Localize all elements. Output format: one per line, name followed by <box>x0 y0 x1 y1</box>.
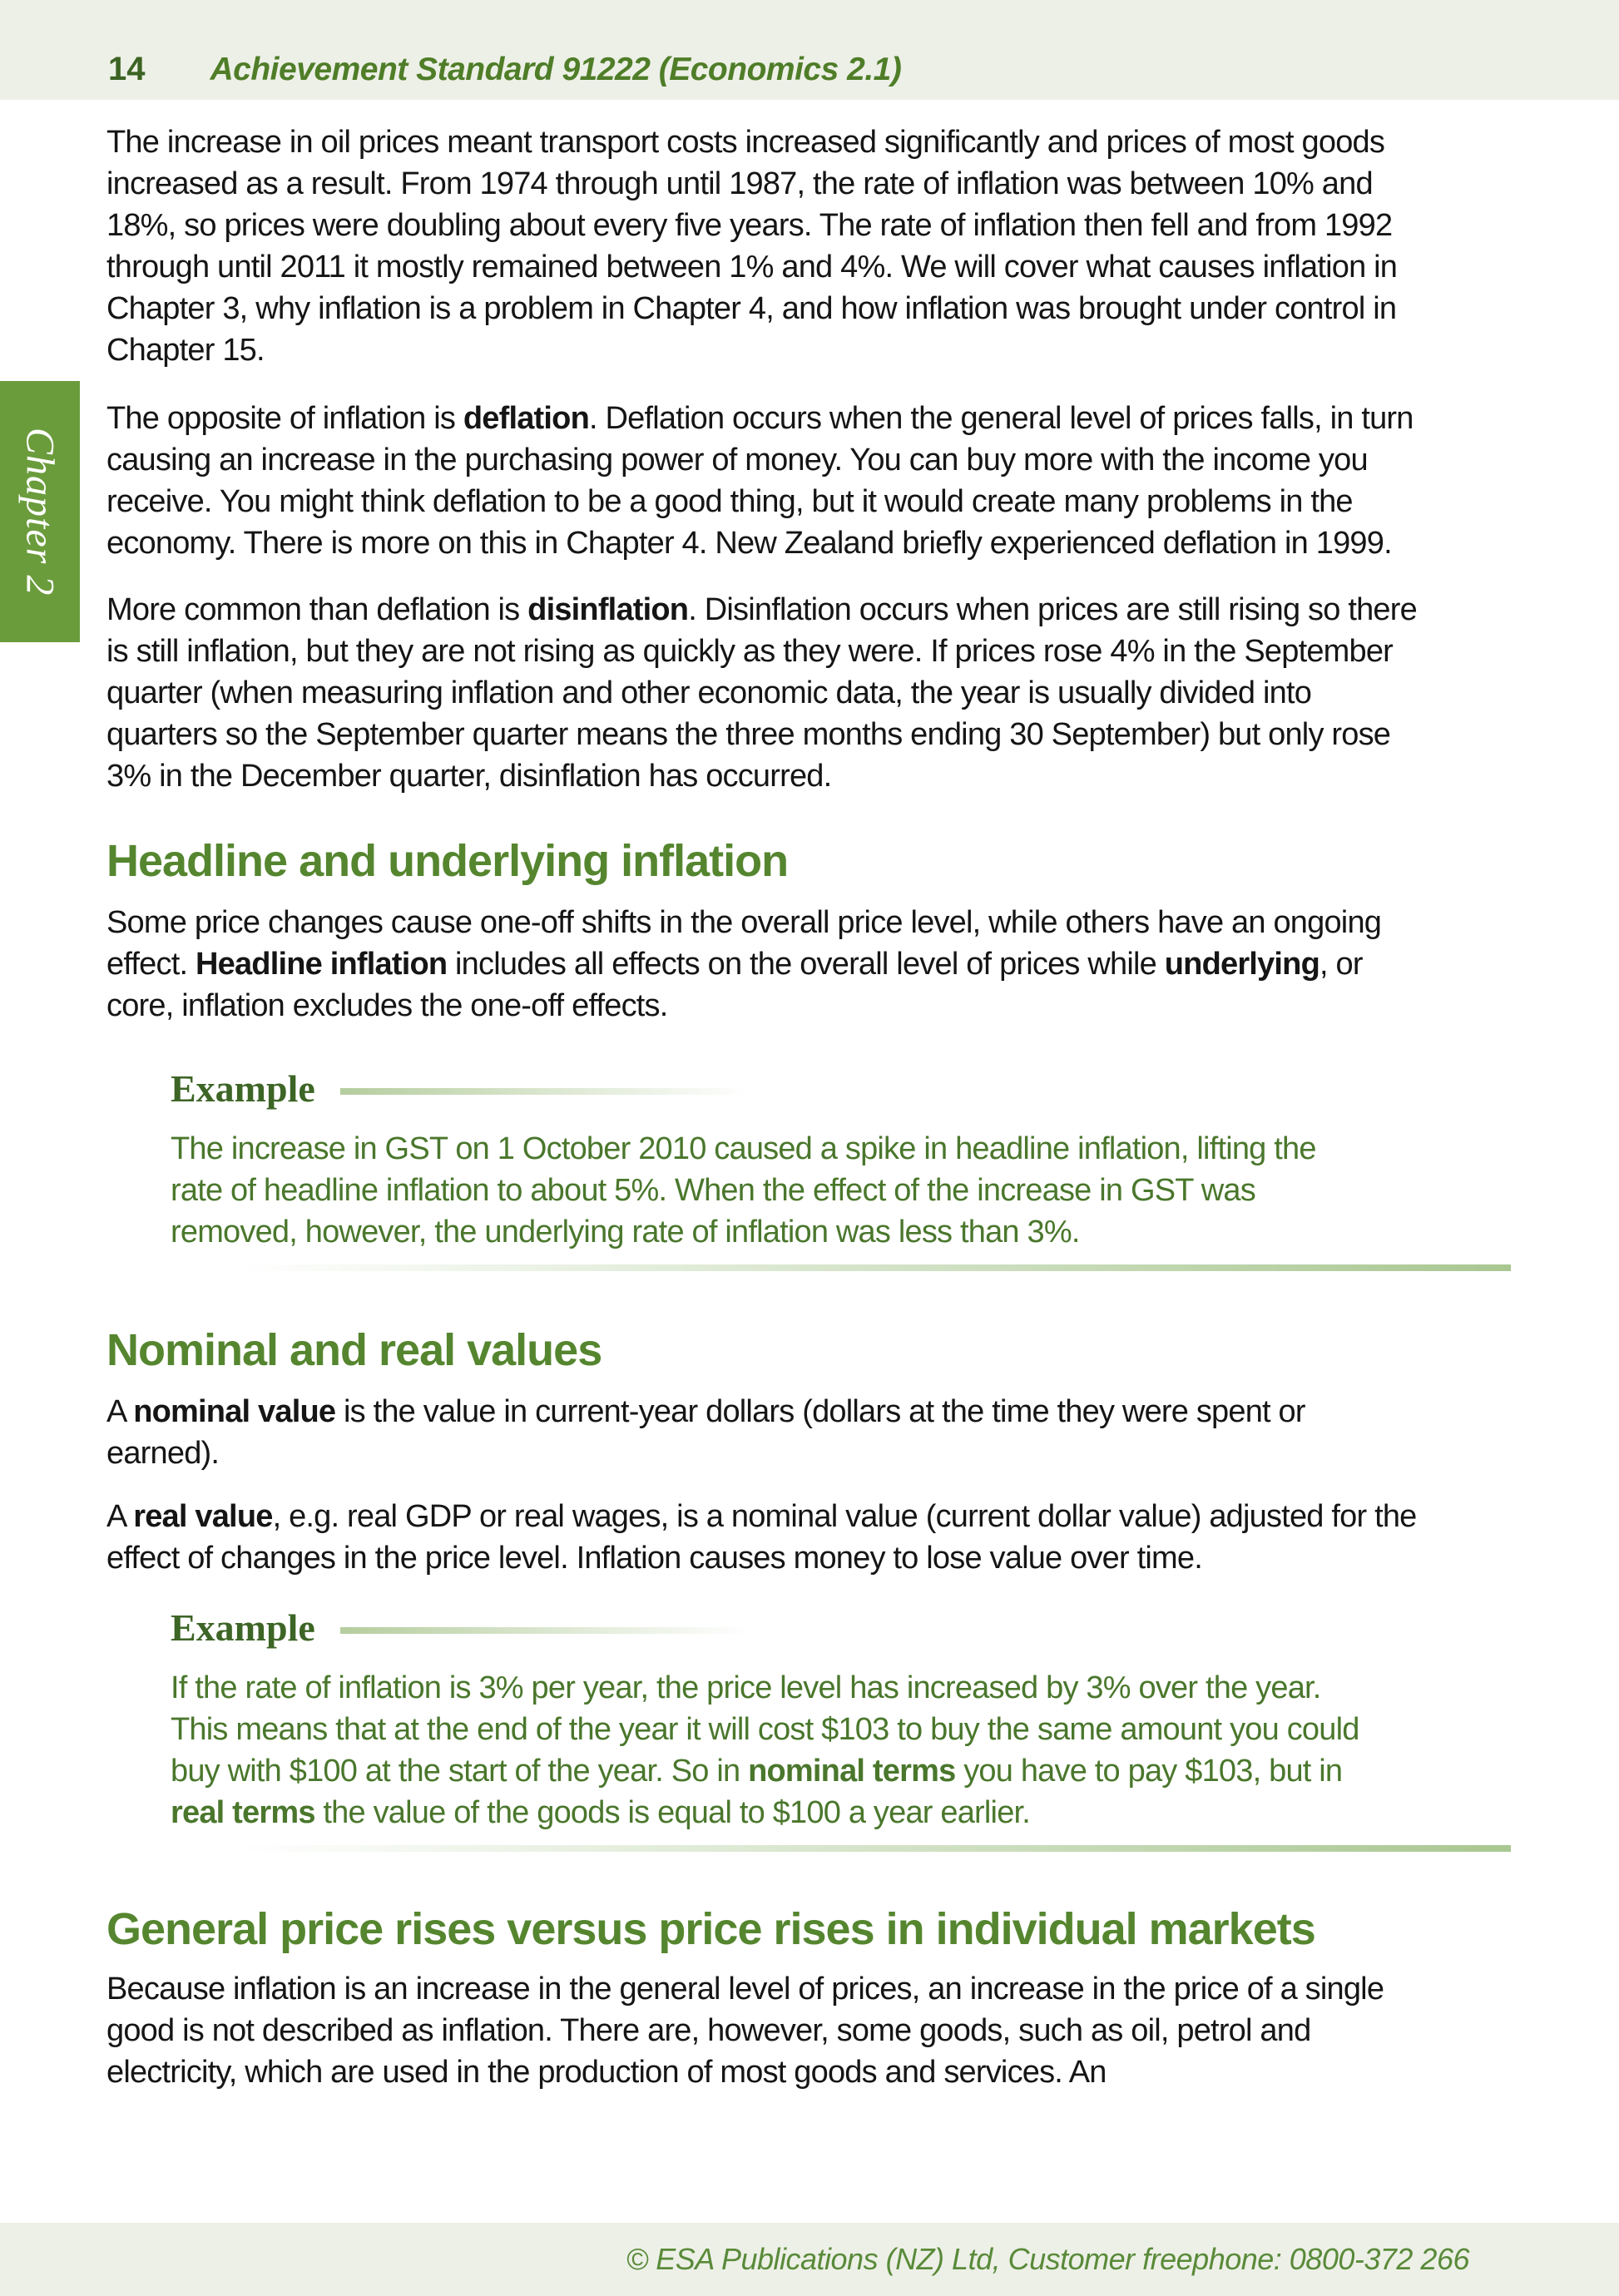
example-title-rule <box>340 1088 748 1095</box>
example-header <box>171 1607 1511 1649</box>
example-title: Example <box>171 1606 315 1649</box>
header-title: Achievement Standard 91222 (Economics 2.1) <box>210 52 902 87</box>
example-text-gst: The increase in GST on 1 October 2010 caused a spike in headline inflation, lifting the rate of headline inflation to about 5%. When the effect of the increase in GST was removed, however, the underlying rate of inflation was less than 3%. <box>171 1131 1316 1249</box>
page-number: 14 <box>108 51 146 87</box>
section-heading-general-price-rises: General price rises versus price rises in individual markets <box>106 1904 1315 1954</box>
paragraph-nominal-value: A nominal value is the value in current-year dollars (dollars at the time they were spent or earned). <box>106 1394 1305 1471</box>
example-title: Example <box>171 1067 315 1110</box>
paragraph-disinflation: More common than deflation is disinflation. Disinflation occurs when prices are still rising so there is still inflation, but they are not rising as quickly as they were. If prices rose 4% in the September quarter (when measuring inflation and other economic data, the year is usually divided into quarters so the September quarter means the three months ending 30 September) but only rose 3% in the December quarter, disinflation has occurred. <box>106 592 1417 794</box>
section-heading-headline-inflation: Headline and underlying inflation <box>106 836 789 886</box>
paragraph-real-value: A real value, e.g. real GDP or real wages, is a nominal value (current dollar value) adjusted for the effect of changes in the price level. Inflation causes money to lose value over time. <box>106 1499 1417 1576</box>
example-box-inflation-rate <box>171 1607 1511 1852</box>
page-footer <box>0 2223 1619 2296</box>
example-bottom-rule <box>241 1845 1511 1852</box>
page-content <box>0 121 1619 2093</box>
example-text-inflation-rate: If the rate of inflation is 3% per year, the price level has increased by 3% over the year. This means that at the end of the year it will cost $103 to buy the same amount you could buy with $100 at the start of the year. So in nominal terms you have to pay $103, but in real terms the value of the goods is equal to $100 a year earlier. <box>171 1670 1359 1830</box>
example-title-rule <box>340 1627 748 1634</box>
example-bottom-rule <box>241 1264 1511 1271</box>
chapter-tab-label: Chapter 2 <box>17 427 62 596</box>
paragraph-general-price-rises: Because inflation is an increase in the general level of prices, an increase in the price of a single good is not described as inflation. There are, however, some goods, such as oil, petrol and electricity, which are used in the production of most goods and services. An <box>106 1972 1384 2090</box>
paragraph-deflation: The opposite of inflation is deflation. Deflation occurs when the general level of prices falls, in turn causing an increase in the purchasing power of money. You can buy more with the income you receive. You might think deflation to be a good thing, but it would create many problems in the economy. There is more on this in Chapter 4. New Zealand briefly experienced deflation in 1999. <box>106 401 1414 561</box>
chapter-tab <box>0 381 80 642</box>
example-header <box>171 1068 1511 1110</box>
example-box-gst <box>171 1068 1511 1271</box>
paragraph-oil-prices: The increase in oil prices meant transport costs increased significantly and prices of most goods increased as a result. From 1974 through until 1987, the rate of inflation was between 10% and 18%, so prices were doubling about every five years. The rate of inflation then fell and from 1992 through until 2011 it mostly remained between 1% and 4%. We will cover what causes inflation in Chapter 3, why inflation is a problem in Chapter 4, and how inflation was brought under control in Chapter 15. <box>106 125 1398 368</box>
paragraph-headline-underlying: Some price changes cause one-off shifts in the overall price level, while others have an ongoing effect. Headline inflation includes all effects on the overall level of prices while underlying, or core, inflation excludes the one-off effects. <box>106 905 1382 1023</box>
section-heading-nominal-real: Nominal and real values <box>106 1325 602 1375</box>
footer-copyright: © ESA Publications (NZ) Ltd, Customer freephone: 0800-372 266 <box>626 2242 1469 2276</box>
page-header <box>0 0 1619 100</box>
